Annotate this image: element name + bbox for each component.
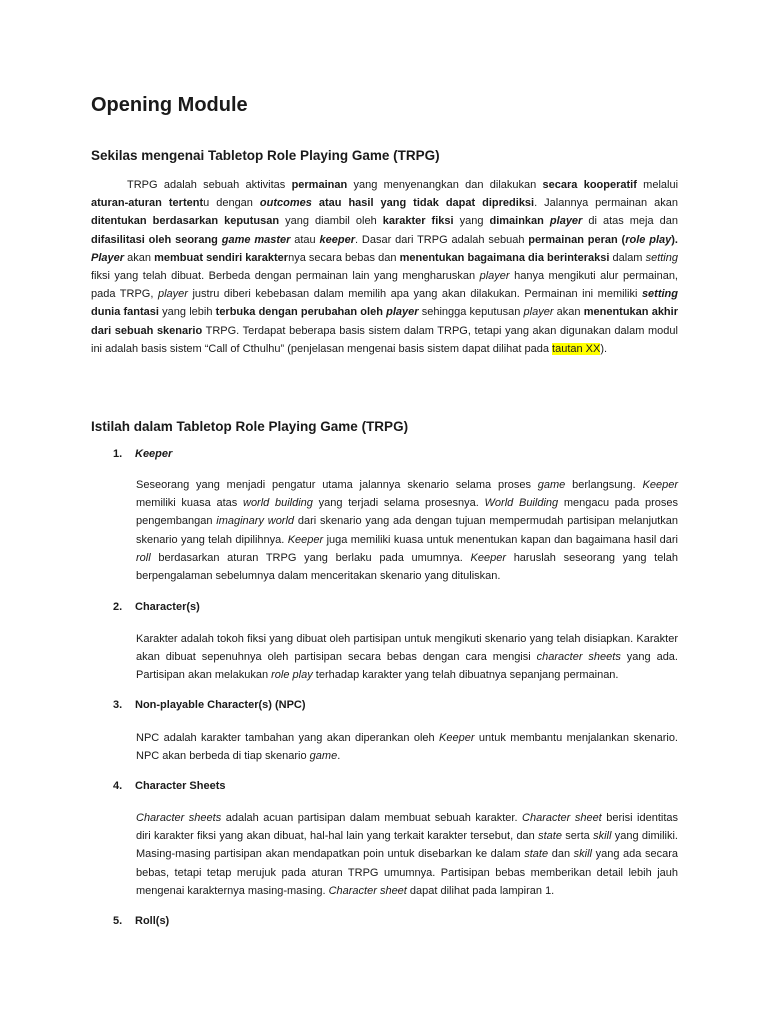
page-title: Opening Module (91, 94, 248, 116)
section-heading-terms: Istilah dalam Tabletop Role Playing Game (TRPG) (91, 419, 409, 434)
list-item-number: 4. (113, 780, 123, 792)
list-item-npc-heading (113, 699, 306, 711)
list-item-number: 1. (113, 448, 123, 460)
list-item-number: 5. (113, 915, 123, 927)
highlighted-link-placeholder: tautan XX (552, 342, 601, 355)
list-item-character-sheets-heading (113, 780, 226, 792)
keeper-paragraph: Seseorang yang menjadi pengatur utama jalannya skenario selama proses game berlangsung. Keeper memiliki kuasa atas world building yang terjadi selama prosesnya. World Building mengacu pada proses pengembangan imaginary world dari skenario yang ada dengan tujuan mempermudah partisipan melanjutkan skenario yang telah dipilihnya. Keeper juga memiliki kuasa untuk menentukan kapan dan bagaimana hasil dari roll berdasarkan aturan TRPG yang berlaku pada umumnya. Keeper haruslah seseorang yang telah berpengalaman sebelumnya dalam menceritakan skenario yang dituliskan. (136, 479, 679, 583)
section-heading-overview: Sekilas mengenai Tabletop Role Playing Game (TRPG) (91, 148, 440, 163)
list-item-label: Keeper (135, 448, 173, 460)
list-item-label: Character Sheets (135, 780, 226, 792)
list-item-label: Roll(s) (135, 915, 170, 927)
list-item-label: Non-playable Character(s) (NPC) (135, 699, 306, 711)
overview-paragraph: TRPG adalah sebuah aktivitas permainan yang menyenangkan dan dilakukan secara kooperatif melalui aturan-aturan tertentu dengan outcomes atau hasil yang tidak dapat diprediksi. Jalannya permainan akan ditentukan berdasarkan keputusan yang diambil oleh karakter fiksi yang dimainkan player di atas meja dan difasilitasi oleh seorang game master atau keeper. Dasar dari TRPG adalah sebuah permainan peran (role play). Player akan membuat sendiri karakternya secara bebas dan menentukan bagaimana dia berinteraksi dalam setting fiksi yang telah dibuat. Berbeda dengan permainan lain yang mengharuskan player hanya mengikuti alur permainan, pada TRPG, player justru diberi kebebasan dalam memilih apa yang akan dilakukan. Permainan ini memiliki setting dunia fantasi yang lebih terbuka dengan perubahan oleh player sehingga keputusan player akan menentukan akhir dari sebuah skenario TRPG. Terdapat beberapa basis sistem dalam TRPG, tetapi yang akan digunakan dalam modul ini adalah basis sistem “Call of Cthulhu” (penjelasan mengenai basis sistem dapat dilihat pada tautan XX). (91, 179, 679, 355)
list-item-characters-heading (113, 601, 200, 613)
list-item-label: Character(s) (135, 601, 200, 613)
character-sheets-paragraph: Character sheets adalah acuan partisipan dalam membuat sebuah karakter. Character sheet berisi identitas diri karakter fiksi yang akan dibuat, hal-hal lain yang terkait karakter tersebut, dan state serta skill yang dimiliki. Masing-masing partisipan akan mendapatkan poin untuk disebarkan ke dalam state dan skill yang ada secara bebas, tetapi tetap merujuk pada aturan TRPG umumnya. Partisipan bebas memberikan detail lebih jauh mengenai karakternya masing-masing. Character sheet dapat dilihat pada lampiran 1. (136, 812, 679, 897)
list-item-rolls-heading (113, 915, 169, 927)
npc-paragraph: NPC adalah karakter tambahan yang akan diperankan oleh Keeper untuk membantu menjalankan skenario. NPC akan berbeda di tiap skenario game. (136, 732, 678, 763)
list-item-number: 3. (113, 699, 123, 711)
list-item-keeper-heading (113, 448, 172, 460)
characters-paragraph: Karakter adalah tokoh fiksi yang dibuat oleh partisipan untuk mengikuti skenario yang telah disiapkan. Karakter akan dibuat sepenuhnya oleh partisipan secara bebas dengan cara mengisi character sheets yang ada. Partisipan akan melakukan role play terhadap karakter yang telah dibuatnya sepanjang permainan. (136, 633, 678, 682)
list-item-number: 2. (113, 601, 123, 613)
